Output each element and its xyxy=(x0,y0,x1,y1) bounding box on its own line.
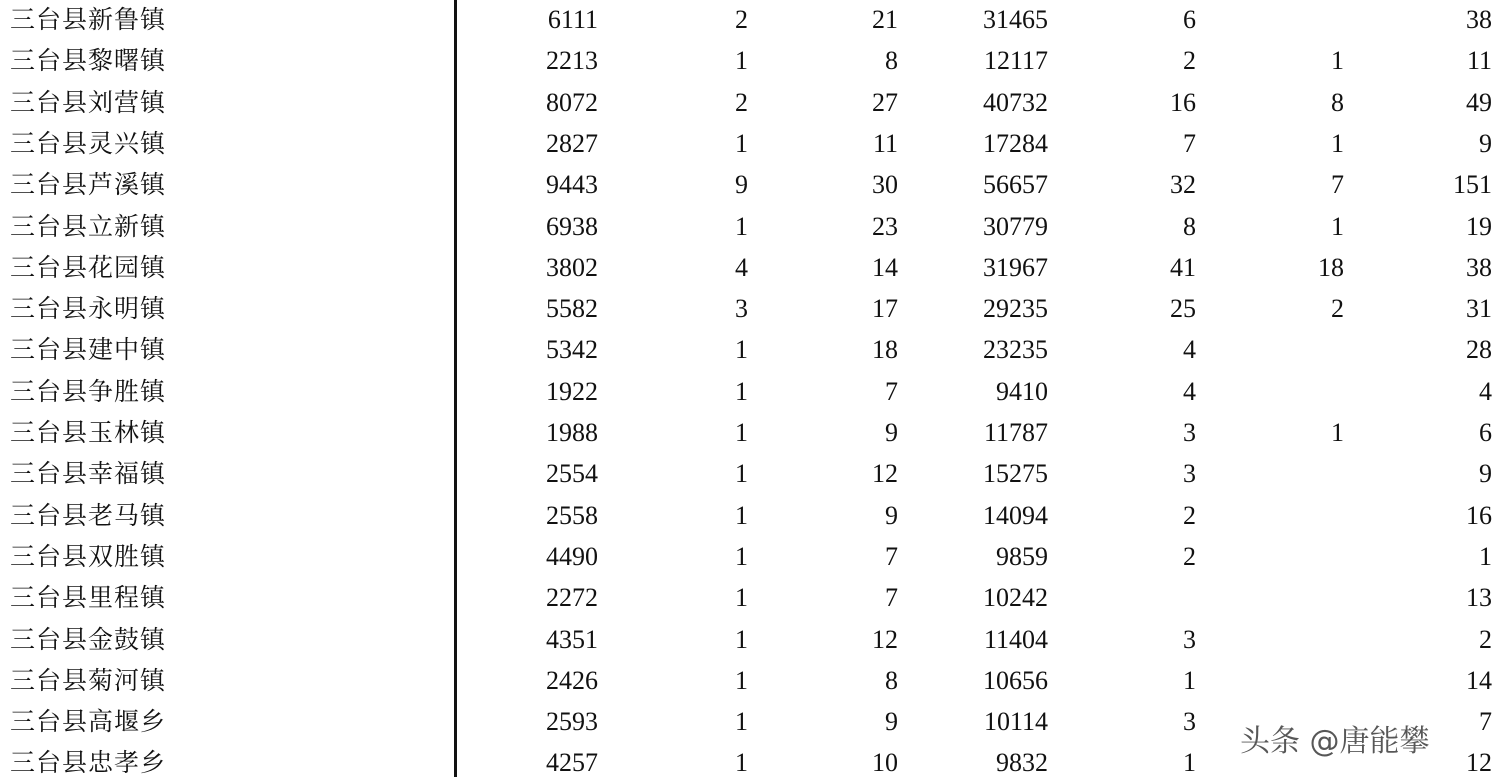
value-cell-col-4: 56657 xyxy=(983,170,1048,200)
value-cell-col-6 xyxy=(1240,577,1344,618)
value-cell-col-6: 1 xyxy=(1331,128,1344,158)
value-cell-col-5: 1 xyxy=(1183,748,1196,778)
value-cell-col-2: 1 xyxy=(735,707,748,737)
value-cell-col-6 xyxy=(1240,536,1344,577)
value-cell-col-5 xyxy=(1090,577,1196,618)
value-cell-col-7: 28 xyxy=(1466,335,1492,365)
value-cell-col-2: 1 xyxy=(735,376,748,406)
table-row xyxy=(0,536,1500,577)
town-name-cell: 三台县菊河镇 xyxy=(10,665,167,695)
town-name-cell: 三台县老马镇 xyxy=(10,500,167,530)
value-cell-col-6: 2 xyxy=(1331,294,1344,324)
value-cell-col-5: 6 xyxy=(1183,5,1196,34)
value-cell-col-1: 2558 xyxy=(546,500,598,530)
value-cell-col-1: 4490 xyxy=(546,541,598,571)
town-name-cell: 三台县金鼓镇 xyxy=(10,624,167,654)
value-cell-col-4: 17284 xyxy=(983,128,1048,158)
value-cell-col-5: 41 xyxy=(1170,252,1196,282)
value-cell-col-6: 1 xyxy=(1331,211,1344,241)
value-cell-col-3: 8 xyxy=(885,46,898,76)
table-row xyxy=(0,371,1500,412)
value-cell-col-2: 1 xyxy=(735,748,748,778)
value-cell-col-2: 1 xyxy=(735,541,748,571)
value-cell-col-3: 9 xyxy=(885,500,898,530)
value-cell-col-4: 10114 xyxy=(983,707,1048,737)
value-cell-col-5: 1 xyxy=(1183,665,1196,695)
value-cell-col-4: 12117 xyxy=(983,46,1048,76)
value-cell-col-2: 9 xyxy=(735,170,748,200)
table-row xyxy=(0,164,1500,205)
town-name-cell: 三台县黎曙镇 xyxy=(10,46,167,76)
value-cell-col-7: 9 xyxy=(1479,128,1492,158)
value-cell-col-5: 4 xyxy=(1183,376,1196,406)
value-cell-col-1: 1922 xyxy=(546,376,598,406)
value-cell-col-3: 21 xyxy=(872,5,898,34)
town-name-cell: 三台县刘营镇 xyxy=(10,87,167,117)
value-cell-col-7: 12 xyxy=(1466,748,1492,778)
value-cell-col-1: 6938 xyxy=(546,211,598,241)
town-name-cell: 三台县芦溪镇 xyxy=(10,170,167,200)
value-cell-col-2: 1 xyxy=(735,583,748,613)
value-cell-col-2: 1 xyxy=(735,500,748,530)
value-cell-col-4: 29235 xyxy=(983,294,1048,324)
value-cell-col-1: 3802 xyxy=(546,252,598,282)
table-row xyxy=(0,206,1500,247)
value-cell-col-1: 2213 xyxy=(546,46,598,76)
value-cell-col-4: 14094 xyxy=(983,500,1048,530)
value-cell-col-3: 7 xyxy=(885,541,898,571)
value-cell-col-3: 9 xyxy=(885,707,898,737)
value-cell-col-5: 16 xyxy=(1170,87,1196,117)
value-cell-col-1: 9443 xyxy=(546,170,598,200)
town-name-cell: 三台县高堰乡 xyxy=(10,707,167,737)
table-row xyxy=(0,247,1500,288)
value-cell-col-6 xyxy=(1240,329,1344,370)
town-name-cell: 三台县幸福镇 xyxy=(10,459,167,489)
value-cell-col-4: 9410 xyxy=(996,376,1048,406)
town-name-cell: 三台县新鲁镇 xyxy=(10,5,167,34)
value-cell-col-1: 8072 xyxy=(546,87,598,117)
value-cell-col-2: 1 xyxy=(735,128,748,158)
value-cell-col-3: 30 xyxy=(872,170,898,200)
value-cell-col-4: 40732 xyxy=(983,87,1048,117)
value-cell-col-4: 10656 xyxy=(983,665,1048,695)
value-cell-col-4: 11787 xyxy=(983,418,1048,447)
value-cell-col-1: 4351 xyxy=(546,624,598,654)
table-row xyxy=(0,412,1500,453)
table-row xyxy=(0,619,1500,660)
value-cell-col-6 xyxy=(1240,495,1344,536)
value-cell-col-7: 2 xyxy=(1479,624,1492,654)
table-row xyxy=(0,577,1500,618)
value-cell-col-7: 19 xyxy=(1466,211,1492,241)
value-cell-col-4: 9859 xyxy=(996,541,1048,571)
value-cell-col-5: 3 xyxy=(1183,459,1196,489)
value-cell-col-4: 11404 xyxy=(983,624,1048,654)
town-name-cell: 三台县忠孝乡 xyxy=(10,748,167,778)
value-cell-col-6 xyxy=(1240,453,1344,494)
value-cell-col-3: 14 xyxy=(872,252,898,282)
value-cell-col-7: 16 xyxy=(1466,500,1492,530)
value-cell-col-5: 3 xyxy=(1183,624,1196,654)
value-cell-col-6: 8 xyxy=(1331,87,1344,117)
value-cell-col-1: 2593 xyxy=(546,707,598,737)
town-name-cell: 三台县花园镇 xyxy=(10,252,167,282)
value-cell-col-7: 4 xyxy=(1479,376,1492,406)
town-name-cell: 三台县玉林镇 xyxy=(10,418,167,447)
watermark-text: 头条 @唐能攀 xyxy=(1240,724,1430,759)
value-cell-col-1: 2426 xyxy=(546,665,598,695)
value-cell-col-5: 2 xyxy=(1183,541,1196,571)
value-cell-col-6 xyxy=(1240,660,1344,701)
value-cell-col-4: 31465 xyxy=(983,5,1048,34)
value-cell-col-5: 4 xyxy=(1183,335,1196,365)
value-cell-col-6: 1 xyxy=(1331,418,1344,447)
value-cell-col-2: 2 xyxy=(735,5,748,34)
table-row xyxy=(0,82,1500,123)
value-cell-col-4: 23235 xyxy=(983,335,1048,365)
town-name-cell: 三台县里程镇 xyxy=(10,583,167,613)
value-cell-col-3: 7 xyxy=(885,376,898,406)
table-row xyxy=(0,0,1500,40)
value-cell-col-3: 8 xyxy=(885,665,898,695)
value-cell-col-1: 5342 xyxy=(546,335,598,365)
table-row xyxy=(0,123,1500,164)
table-row xyxy=(0,288,1500,329)
value-cell-col-1: 2554 xyxy=(546,459,598,489)
town-name-cell: 三台县灵兴镇 xyxy=(10,128,167,158)
value-cell-col-6: 7 xyxy=(1331,170,1344,200)
value-cell-col-5: 25 xyxy=(1170,294,1196,324)
value-cell-col-3: 11 xyxy=(872,128,898,158)
value-cell-col-5: 3 xyxy=(1183,418,1196,447)
value-cell-col-5: 32 xyxy=(1170,170,1196,200)
value-cell-col-1: 1988 xyxy=(546,418,598,447)
value-cell-col-4: 31967 xyxy=(983,252,1048,282)
value-cell-col-5: 2 xyxy=(1183,500,1196,530)
table-row xyxy=(0,329,1500,370)
value-cell-col-3: 27 xyxy=(872,87,898,117)
value-cell-col-6 xyxy=(1240,0,1344,40)
table-row xyxy=(0,660,1500,701)
value-cell-col-7: 38 xyxy=(1466,5,1492,34)
value-cell-col-3: 9 xyxy=(885,418,898,447)
value-cell-col-2: 4 xyxy=(735,252,748,282)
value-cell-col-2: 3 xyxy=(735,294,748,324)
value-cell-col-5: 3 xyxy=(1183,707,1196,737)
value-cell-col-7: 49 xyxy=(1466,87,1492,117)
value-cell-col-2: 1 xyxy=(735,335,748,365)
value-cell-col-6 xyxy=(1240,619,1344,660)
value-cell-col-4: 9832 xyxy=(996,748,1048,778)
value-cell-col-6: 18 xyxy=(1318,252,1344,282)
value-cell-col-2: 1 xyxy=(735,624,748,654)
value-cell-col-7: 151 xyxy=(1453,170,1492,200)
table-row xyxy=(0,453,1500,494)
value-cell-col-4: 10242 xyxy=(983,583,1048,613)
town-name-cell: 三台县立新镇 xyxy=(10,211,167,241)
value-cell-col-7: 9 xyxy=(1479,459,1492,489)
table-row xyxy=(0,495,1500,536)
value-cell-col-2: 1 xyxy=(735,418,748,447)
value-cell-col-5: 8 xyxy=(1183,211,1196,241)
value-cell-col-2: 1 xyxy=(735,665,748,695)
value-cell-col-1: 2827 xyxy=(546,128,598,158)
value-cell-col-4: 15275 xyxy=(983,459,1048,489)
value-cell-col-1: 5582 xyxy=(546,294,598,324)
value-cell-col-3: 12 xyxy=(872,459,898,489)
value-cell-col-3: 17 xyxy=(872,294,898,324)
value-cell-col-7: 31 xyxy=(1466,294,1492,324)
value-cell-col-2: 1 xyxy=(735,46,748,76)
value-cell-col-5: 7 xyxy=(1183,128,1196,158)
value-cell-col-3: 18 xyxy=(872,335,898,365)
value-cell-col-1: 6111 xyxy=(547,5,598,34)
value-cell-col-2: 1 xyxy=(735,459,748,489)
value-cell-col-5: 2 xyxy=(1183,46,1196,76)
value-cell-col-7: 11 xyxy=(1466,46,1492,76)
town-name-cell: 三台县双胜镇 xyxy=(10,541,167,571)
value-cell-col-1: 4257 xyxy=(546,748,598,778)
town-name-cell: 三台县建中镇 xyxy=(10,335,167,365)
value-cell-col-7: 13 xyxy=(1466,583,1492,613)
table-row xyxy=(0,40,1500,81)
value-cell-col-7: 6 xyxy=(1479,418,1492,447)
value-cell-col-6 xyxy=(1240,371,1344,412)
town-name-cell: 三台县永明镇 xyxy=(10,294,167,324)
value-cell-col-7: 1 xyxy=(1479,541,1492,571)
value-cell-col-3: 23 xyxy=(872,211,898,241)
value-cell-col-7: 7 xyxy=(1479,707,1492,737)
value-cell-col-4: 30779 xyxy=(983,211,1048,241)
value-cell-col-6: 1 xyxy=(1331,46,1344,76)
value-cell-col-3: 10 xyxy=(872,748,898,778)
value-cell-col-7: 14 xyxy=(1466,665,1492,695)
value-cell-col-3: 12 xyxy=(872,624,898,654)
value-cell-col-3: 7 xyxy=(885,583,898,613)
value-cell-col-2: 1 xyxy=(735,211,748,241)
value-cell-col-2: 2 xyxy=(735,87,748,117)
town-name-cell: 三台县争胜镇 xyxy=(10,376,167,406)
value-cell-col-1: 2272 xyxy=(546,583,598,613)
value-cell-col-7: 38 xyxy=(1466,252,1492,282)
